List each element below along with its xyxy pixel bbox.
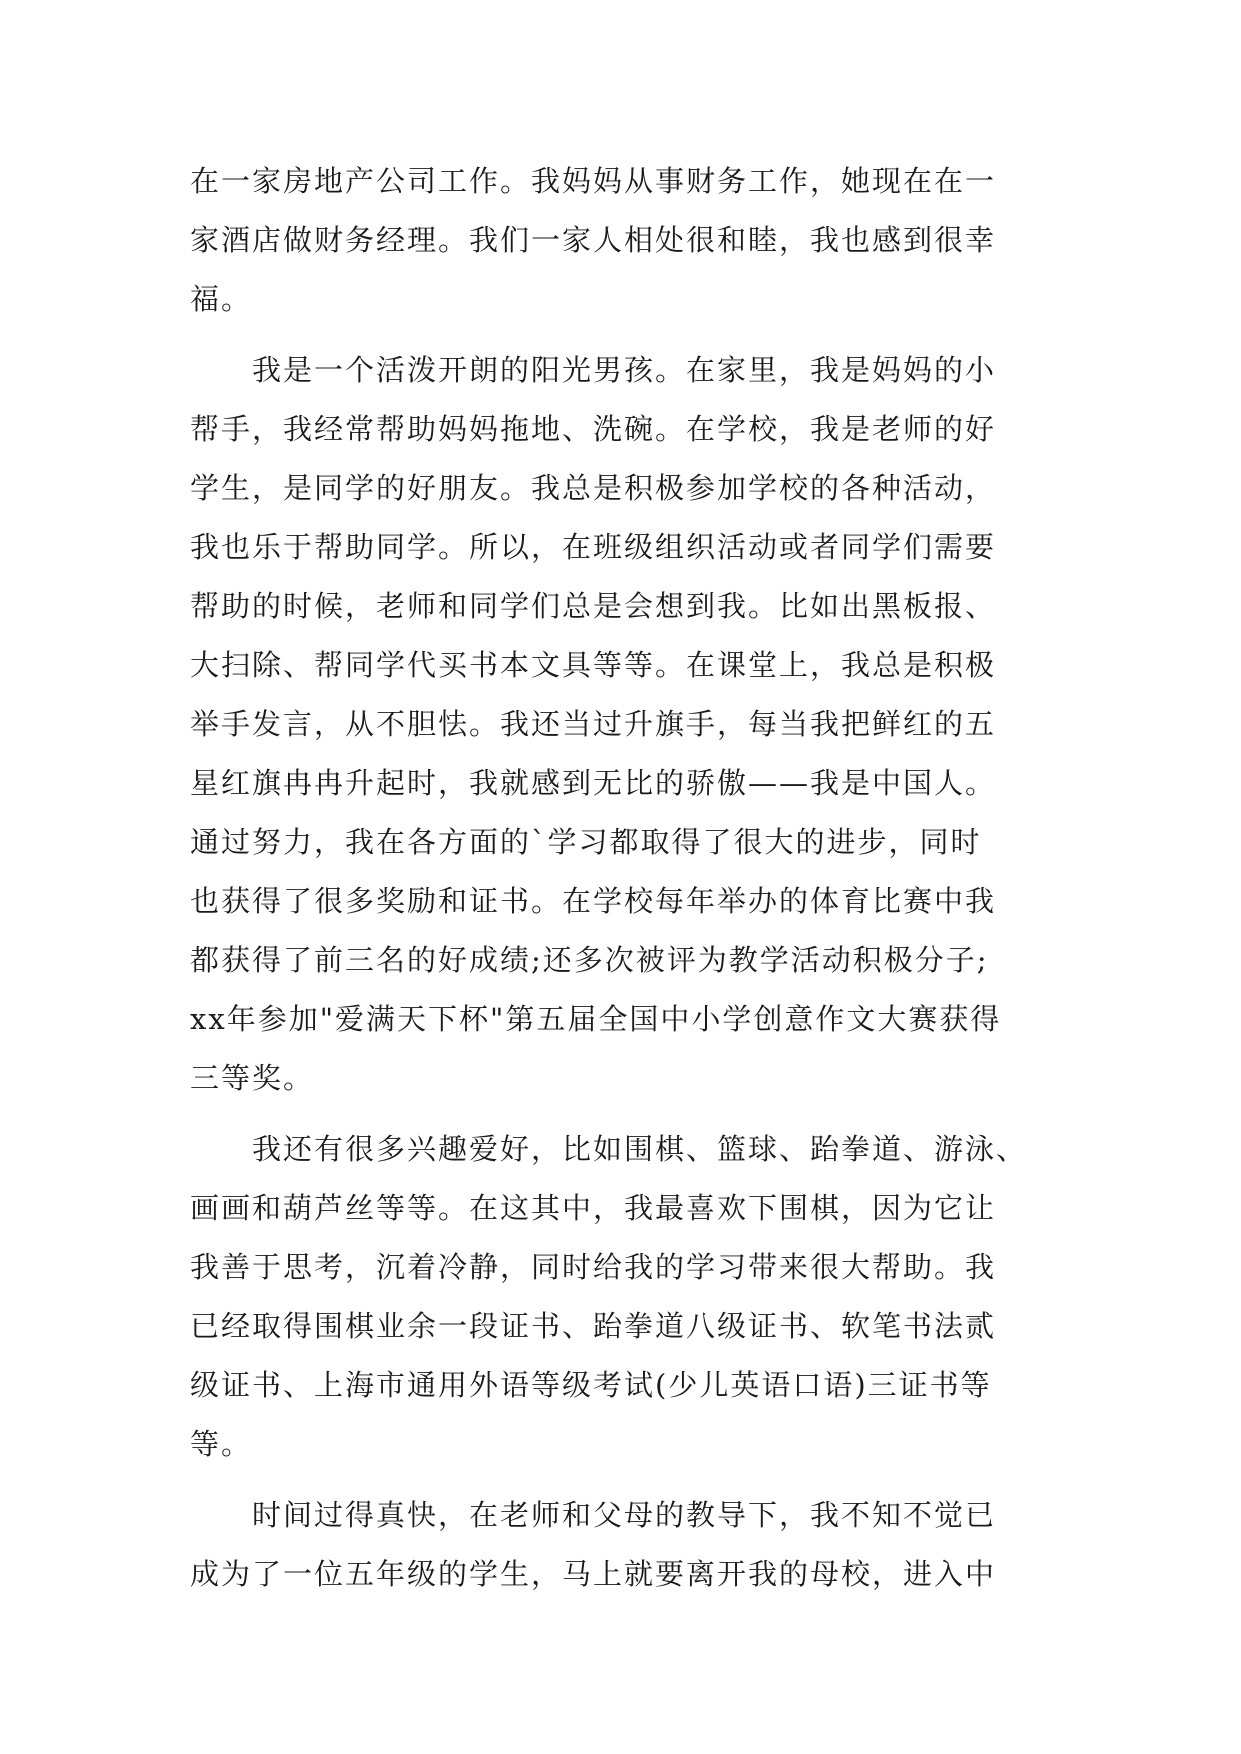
text-line: 帮助的时候，老师和同学们总是会想到我。比如出黑板报、 [190, 589, 997, 623]
text-line: 大扫除、帮同学代买书本文具等等。在课堂上，我总是积极 [190, 648, 997, 682]
text-line: 我还有很多兴趣爱好，比如围棋、篮球、跆拳道、游泳、 [190, 1132, 1028, 1166]
text-line: 三等奖。 [190, 1061, 315, 1095]
text-line: 帮手，我经常帮助妈妈拖地、洗碗。在学校，我是老师的好 [190, 412, 997, 446]
document-body [190, 152, 1060, 1604]
text-line: 成为了一位五年级的学生，马上就要离开我的母校，进入中 [190, 1557, 997, 1591]
text-line: 举手发言，从不胆怯。我还当过升旗手，每当我把鲜红的五 [190, 707, 997, 741]
text-line: 学生，是同学的好朋友。我总是积极参加学校的各种活动， [190, 471, 997, 505]
paragraph-time [190, 1486, 1060, 1604]
text-line: 我善于思考，沉着冷静，同时给我的学习带来很大帮助。我 [190, 1250, 997, 1284]
text-line: 家酒店做财务经理。我们一家人相处很和睦，我也感到很幸 [190, 223, 997, 257]
text-line: xx年参加"爱满天下杯"第五届全国中小学创意作文大赛获得 [190, 1002, 1002, 1036]
text-line: 通过努力，我在各方面的`学习都取得了很大的进步，同时 [190, 825, 982, 859]
text-line: 福。 [190, 282, 253, 316]
text-line: 在一家房地产公司工作。我妈妈从事财务工作，她现在在一 [190, 164, 997, 198]
text-line: 时间过得真快，在老师和父母的教导下，我不知不觉已 [190, 1498, 997, 1532]
text-line: 级证书、上海市通用外语等级考试(少儿英语口语)三证书等 [190, 1368, 992, 1402]
text-line: 星红旗冉冉升起时，我就感到无比的骄傲——我是中国人。 [190, 766, 997, 800]
text-line: 我也乐于帮助同学。所以，在班级组织活动或者同学们需要 [190, 530, 997, 564]
text-line: 等。 [190, 1427, 253, 1461]
paragraph-personality [190, 341, 1060, 1108]
text-line: 都获得了前三名的好成绩;还多次被评为教学活动积极分子; [190, 943, 989, 977]
text-line: 已经取得围棋业余一段证书、跆拳道八级证书、软笔书法贰 [190, 1309, 997, 1343]
text-line: 也获得了很多奖励和证书。在学校每年举办的体育比赛中我 [190, 884, 997, 918]
text-line: 画画和葫芦丝等等。在这其中，我最喜欢下围棋，因为它让 [190, 1191, 997, 1225]
text-line: 我是一个活泼开朗的阳光男孩。在家里，我是妈妈的小 [190, 353, 997, 387]
paragraph-family [190, 152, 1060, 329]
paragraph-hobbies [190, 1120, 1060, 1474]
